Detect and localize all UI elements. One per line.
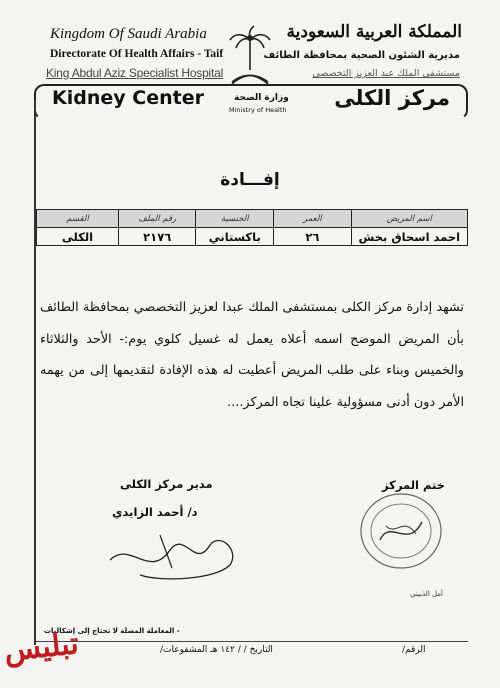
header-nationality: الجنسية bbox=[196, 210, 274, 228]
header-ar-kingdom: المملكة العربية السعودية bbox=[286, 22, 462, 42]
footer-number-label: الرقم/ bbox=[402, 645, 426, 655]
footer-note: - المعاملة المصلة لا تحتاج إلى إشكاليات bbox=[44, 627, 180, 635]
cell-patient-name: احمد اسحاق بخش bbox=[351, 228, 467, 246]
signature-scribble bbox=[100, 520, 250, 590]
banner-title-ar: مركز الكلى bbox=[334, 86, 450, 110]
header-en-kingdom: Kingdom Of Saudi Arabia bbox=[50, 26, 207, 42]
header-file-number: رقم الملف bbox=[118, 210, 196, 228]
header-patient-name: اسم المريض bbox=[351, 210, 467, 228]
center-stamp-title: ختم المركز bbox=[382, 478, 445, 492]
site-watermark-logo: تبليس bbox=[2, 626, 81, 669]
table-row bbox=[37, 228, 468, 246]
director-title: مدير مركز الكلى bbox=[120, 477, 213, 491]
palm-swords-emblem-icon bbox=[222, 24, 278, 92]
ministry-en-label: Ministry of Health bbox=[229, 106, 287, 114]
header-ar-hospital: مستشفى الملك عبد العزيز التخصصي bbox=[312, 68, 460, 79]
ministry-ar-label: وزارة الصحة bbox=[234, 93, 289, 103]
header-en-hospital: King Abdul Aziz Specialist Hospital bbox=[46, 66, 224, 80]
cell-department: الكلى bbox=[37, 228, 119, 246]
official-stamp-icon bbox=[356, 488, 446, 574]
banner-title-en: Kidney Center bbox=[52, 87, 204, 109]
cell-nationality: باكستاني bbox=[196, 228, 274, 246]
cell-age: ٢٦ bbox=[274, 228, 352, 246]
header-ar-directorate: مديرية الشئون الصحية بمحافظة الطائف bbox=[263, 50, 460, 61]
footer-divider bbox=[36, 641, 468, 642]
director-name: د/ أحمد الزايدي bbox=[112, 505, 198, 519]
cell-file-number: ٢١٧٦ bbox=[118, 228, 196, 246]
table-header-row bbox=[37, 210, 468, 228]
header-age: العمر bbox=[274, 210, 352, 228]
header-department: القسم bbox=[37, 210, 119, 228]
footer-date-line: التاريخ / / ١٤٢ هـ المشفوعات/ bbox=[160, 645, 273, 655]
header-en-directorate: Directorate Of Health Affairs - Taif bbox=[50, 48, 224, 60]
certificate-body: تشهد إدارة مركز الكلى بمستشفى الملك عبدا لعزيز التخصصي بمحافظة الطائف بأن المريض الموضح اسمه أعلاه يعمل له غسيل كلوي يوم:- الأحد والثلاثاء والخميس وبناء على طلب المريض أعطيت له هذه الإفادة لتقديمها إلى من يهمه الأمر دون أدنى مسؤولية علينا تجاه المركز.... bbox=[40, 300, 464, 410]
patient-info-table bbox=[36, 209, 468, 246]
clerk-name: أمل الذبيني bbox=[410, 590, 443, 598]
document-title: إفـــادة bbox=[220, 170, 280, 190]
